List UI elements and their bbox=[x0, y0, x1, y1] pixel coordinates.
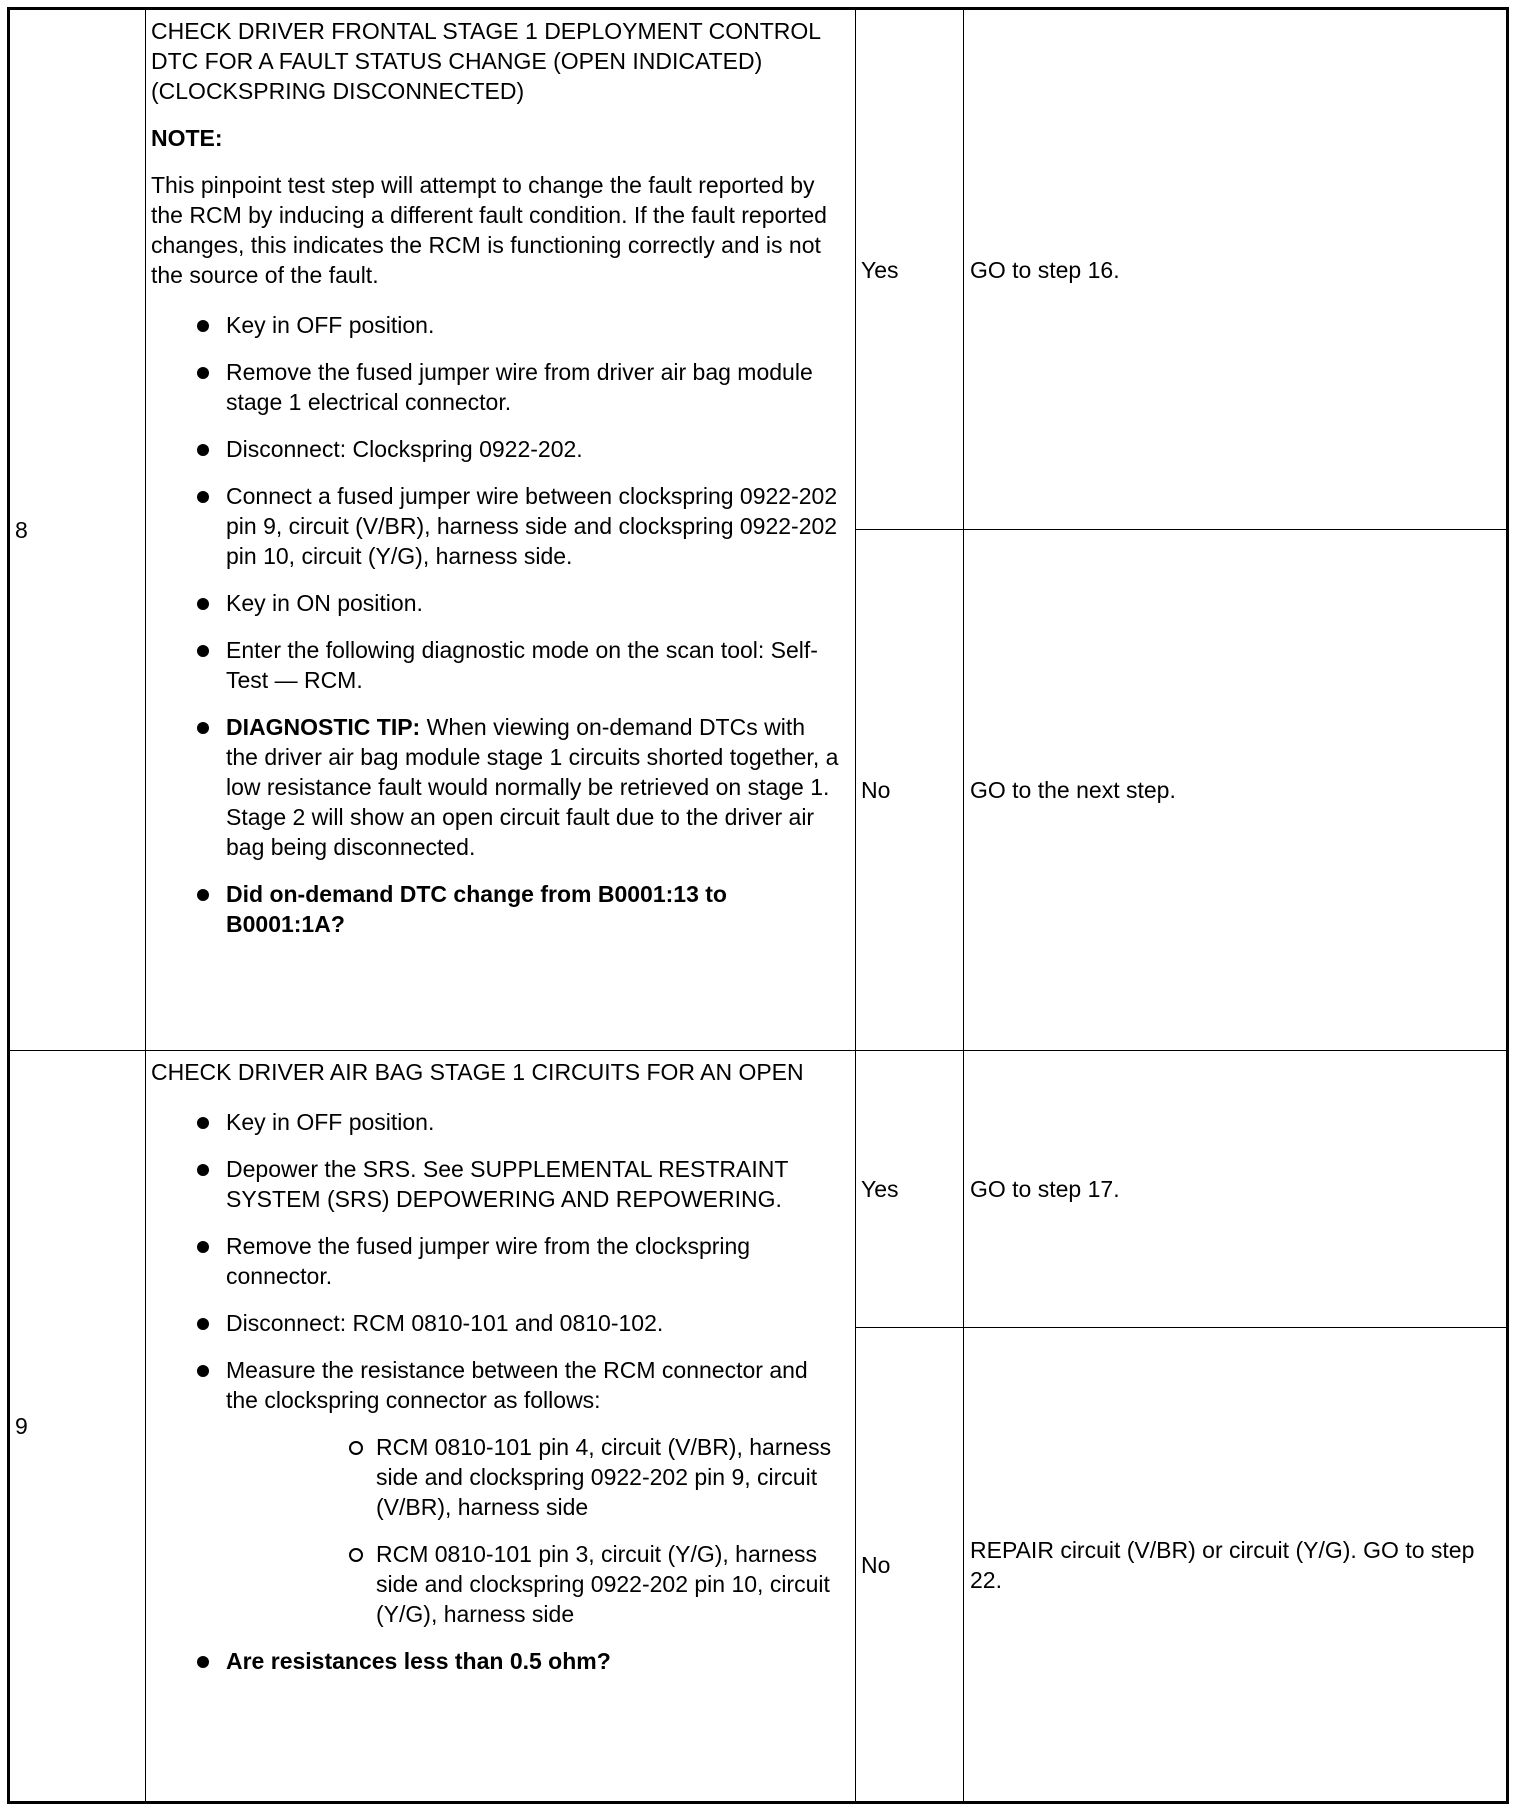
action-no: REPAIR circuit (V/BR) or circuit (Y/G). GO to step 22. bbox=[964, 1328, 1508, 1803]
result-no: No bbox=[856, 530, 964, 1051]
step-action-cell bbox=[146, 9, 856, 1051]
diagnostic-tip-item bbox=[151, 712, 843, 862]
list-item bbox=[151, 1355, 843, 1629]
diagnostic-tip-text: When viewing on-demand DTCs with the driver air bag module stage 1 circuits shorted together, a low resistance fault would normally be retrieved on stage 1. Stage 2 will show an open circuit fault due to the driver air bag being disconnected. bbox=[226, 714, 839, 860]
result-yes: Yes bbox=[856, 1051, 964, 1328]
list-item: Remove the fused jumper wire from the clockspring connector. bbox=[151, 1231, 843, 1291]
step-question: Did on-demand DTC change from B0001:13 to B0001:1A? bbox=[151, 879, 843, 939]
list-item: Remove the fused jumper wire from driver air bag module stage 1 electrical connector. bbox=[151, 357, 843, 417]
note-text: This pinpoint test step will attempt to change the fault reported by the RCM by inducing a different fault condition. If the fault reported changes, this indicates the RCM is functioning correctly and is not the source of the fault. bbox=[151, 172, 827, 288]
list-item: Disconnect: Clockspring 0922-202. bbox=[151, 434, 843, 464]
result-yes: Yes bbox=[856, 9, 964, 530]
step-heading: CHECK DRIVER AIR BAG STAGE 1 CIRCUITS FOR AN OPEN bbox=[151, 1059, 804, 1085]
result-no: No bbox=[856, 1328, 964, 1803]
step-heading: CHECK DRIVER FRONTAL STAGE 1 DEPLOYMENT CONTROL DTC FOR A FAULT STATUS CHANGE (OPEN INDICATED) (CLOCKSPRING DISCONNECTED) bbox=[151, 18, 821, 104]
list-item: Depower the SRS. See SUPPLEMENTAL RESTRAINT SYSTEM (SRS) DEPOWERING AND REPOWERING. bbox=[151, 1154, 843, 1214]
step-9-yes-row bbox=[9, 1051, 1508, 1328]
step-question: Are resistances less than 0.5 ohm? bbox=[151, 1646, 843, 1676]
list-item: Connect a fused jumper wire between clockspring 0922-202 pin 9, circuit (V/BR), harness side and clockspring 0922-202 pin 10, circuit (Y/G), harness side. bbox=[151, 481, 843, 571]
list-item: Key in OFF position. bbox=[151, 1107, 843, 1137]
step-bullet-list bbox=[151, 1107, 843, 1676]
list-item: Disconnect: RCM 0810-101 and 0810-102. bbox=[151, 1308, 843, 1338]
sub-bullet-list bbox=[226, 1432, 843, 1629]
pinpoint-test-page bbox=[7, 7, 1506, 1801]
action-no: GO to the next step. bbox=[964, 530, 1508, 1051]
list-item: Key in OFF position. bbox=[151, 310, 843, 340]
sub-list-item: RCM 0810-101 pin 4, circuit (V/BR), harness side and clockspring 0922-202 pin 9, circuit (V/BR), harness side bbox=[226, 1432, 843, 1522]
step-number: 9 bbox=[9, 1051, 146, 1803]
pinpoint-test-table bbox=[7, 7, 1509, 1804]
action-yes: GO to step 16. bbox=[964, 9, 1508, 530]
step-bullet-list bbox=[151, 310, 843, 939]
note-label: NOTE: bbox=[151, 125, 223, 151]
diagnostic-tip-label: DIAGNOSTIC TIP: bbox=[226, 714, 421, 740]
step-8-yes-row bbox=[9, 9, 1508, 530]
sub-list-item: RCM 0810-101 pin 3, circuit (Y/G), harness side and clockspring 0922-202 pin 10, circuit (Y/G), harness side bbox=[226, 1539, 843, 1629]
step-action-cell bbox=[146, 1051, 856, 1803]
list-item: Enter the following diagnostic mode on the scan tool: Self-Test — RCM. bbox=[151, 635, 843, 695]
measure-instruction: Measure the resistance between the RCM connector and the clockspring connector as follows: bbox=[226, 1357, 808, 1413]
list-item: Key in ON position. bbox=[151, 588, 843, 618]
step-number: 8 bbox=[9, 9, 146, 1051]
action-yes: GO to step 17. bbox=[964, 1051, 1508, 1328]
